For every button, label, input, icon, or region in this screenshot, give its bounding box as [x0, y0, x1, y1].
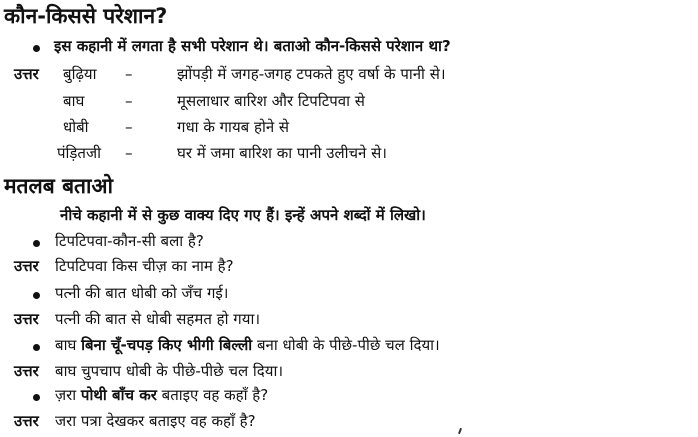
row-dash: –	[125, 65, 133, 83]
bullet-icon	[33, 344, 40, 351]
item-question	[55, 388, 268, 403]
answer-label: उत्तर	[14, 65, 39, 83]
item-question: टिपटिपवा-कौन-सी बला है?	[55, 232, 204, 250]
item-question-pre: ज़रा	[55, 386, 81, 404]
bullet-icon	[33, 240, 40, 247]
item-question-bold: पोथी बाँच कर	[80, 386, 157, 404]
row-who: धोबी	[63, 118, 89, 136]
item-question-post: बताइए वह कहाँ है?	[156, 386, 269, 404]
answer-label: उत्तर	[14, 310, 39, 328]
row-dash: –	[125, 92, 133, 110]
item-answer: जरा पत्रा देखकर बताइए वह कहाँ है?	[55, 412, 256, 430]
answer-label: उत्तर	[14, 412, 39, 430]
bullet-icon	[33, 394, 40, 401]
item-answer: पत्नी की बात से धोबी सहमत हो गया।	[55, 310, 261, 328]
row-reason: झोंपड़ी में जगह-जगह टपकते हुए वर्षा के पानी से।	[177, 65, 446, 83]
item-question	[55, 338, 440, 353]
row-reason: मूसलाधार बारिश और टिपटिपवा से	[177, 92, 365, 110]
row-reason: गधा के गायब होने से	[177, 118, 290, 136]
answer-label: उत्तर	[14, 362, 39, 380]
bullet-icon	[33, 45, 40, 52]
section1-question: इस कहानी में लगता है सभी परेशान थे। बताओ कौन-किससे परेशान था?	[54, 37, 451, 55]
item-answer: बाघ चुपचाप धोबी के पीछे-पीछे चल दिया।	[55, 362, 284, 380]
section1-heading: कौन-किससे परेशान?	[4, 4, 168, 28]
item-answer: टिपटिपवा किस चीज़ का नाम है?	[55, 257, 234, 275]
row-dash: –	[125, 118, 133, 136]
item-question: पत्नी की बात धोबी को जँच गई।	[55, 284, 229, 302]
answer-label: उत्तर	[14, 257, 39, 275]
bullet-icon	[33, 292, 40, 299]
row-who: पंड़ितजी	[57, 144, 101, 162]
row-who: बुढ़िया	[63, 65, 97, 83]
row-who: बाघ	[63, 92, 85, 110]
stray-mark	[458, 428, 462, 434]
item-question-pre: बाघ	[55, 336, 82, 354]
section2-instruction: नीचे कहानी में से कुछ वाक्य दिए गए हैं। इन्हें अपने शब्दों में लिखो।	[60, 206, 426, 224]
item-question-post: बना धोबी के पीछे-पीछे चल दिया।	[252, 336, 440, 354]
row-reason: घर में जमा बारिश का पानी उलीचने से।	[177, 144, 387, 162]
section2-heading: मतलब बताओ	[4, 174, 113, 198]
item-question-bold: बिना चूँ-चपड़ किए भीगी बिल्ली	[81, 336, 253, 354]
row-dash: –	[125, 144, 133, 162]
